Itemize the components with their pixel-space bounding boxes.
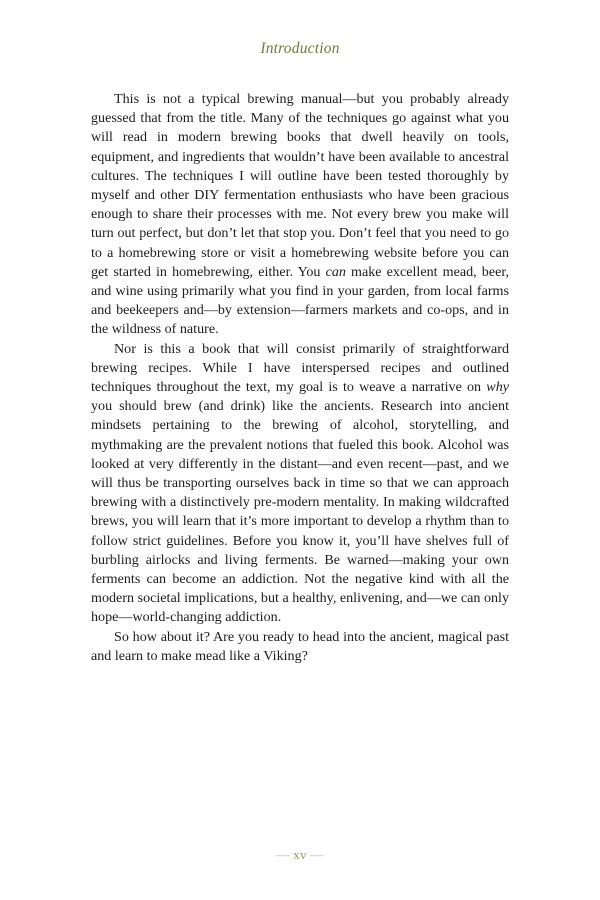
running-head: Introduction xyxy=(260,40,340,57)
paragraph-text: you should brew (and drink) like the ancients. Research into ancient mindsets pertaining to the brewing of alcohol, storytelling, and mythmaking are the prevalent notions that fueled this book. Alcohol was looked at very differently in the distant—and even recent—past, and we will thus be transporting ourselves back in time so that we can approach brewing with a distinctively pre-modern mentality. In making wildcrafted brews, you will learn that it’s more important to develop a rhythm than to follow strict guidelines. Before you know it, you’ll have shelves full of burbling airlocks and living ferments. Be warned—making your own ferments can become an addiction. Not the negative kind with all the modern societal implications, but a healthy, enlivening, and—we can only hope—world-changing addiction. xyxy=(91,398,509,626)
page-number xyxy=(0,847,600,863)
body-text xyxy=(91,90,509,666)
paragraph-1 xyxy=(91,90,509,340)
page-number-value: xv xyxy=(293,847,307,862)
paragraph-2 xyxy=(91,340,509,628)
emphasis-text: can xyxy=(325,263,346,280)
paragraph-text: This is not a typical brewing manual—but you probably already guessed that from the title. Many of the techniques go against what you will read in modern brewing books that dwell heavily on tools, equipment, and ingredients that wouldn’t have been available to ancestral cultures. The techniques I will outline have been tested thoroughly by myself and other DIY fermentation enthusiasts who have been gracious enough to share their processes with me. Not every brew you make will turn out perfect, but don’t let that stop you. Don’t feel that you need to go to a homebrewing store or visit a homebrewing website before you can get started in homebrewing, either. You xyxy=(91,91,509,280)
paragraph-3 xyxy=(91,628,509,666)
paragraph-text: So how about it? Are you ready to head into the ancient, magical past and learn to make mead like a Viking? xyxy=(91,628,509,664)
folio-dash-right: — xyxy=(310,847,324,862)
paragraph-text: make excellent mead, beer, and wine using primarily what you find in your garden, from local farms and beekeepers and—by extension—farmers markets and co-ops, and in the wildness of nature. xyxy=(91,263,509,338)
folio-dash-left: — xyxy=(276,847,290,862)
emphasis-text: why xyxy=(486,379,509,396)
paragraph-text: Nor is this a book that will consist primarily of straightforward brewing recipes. While I have interspersed recipes and outlined techniques throughout the text, my goal is to weave a narrative on xyxy=(91,340,509,396)
